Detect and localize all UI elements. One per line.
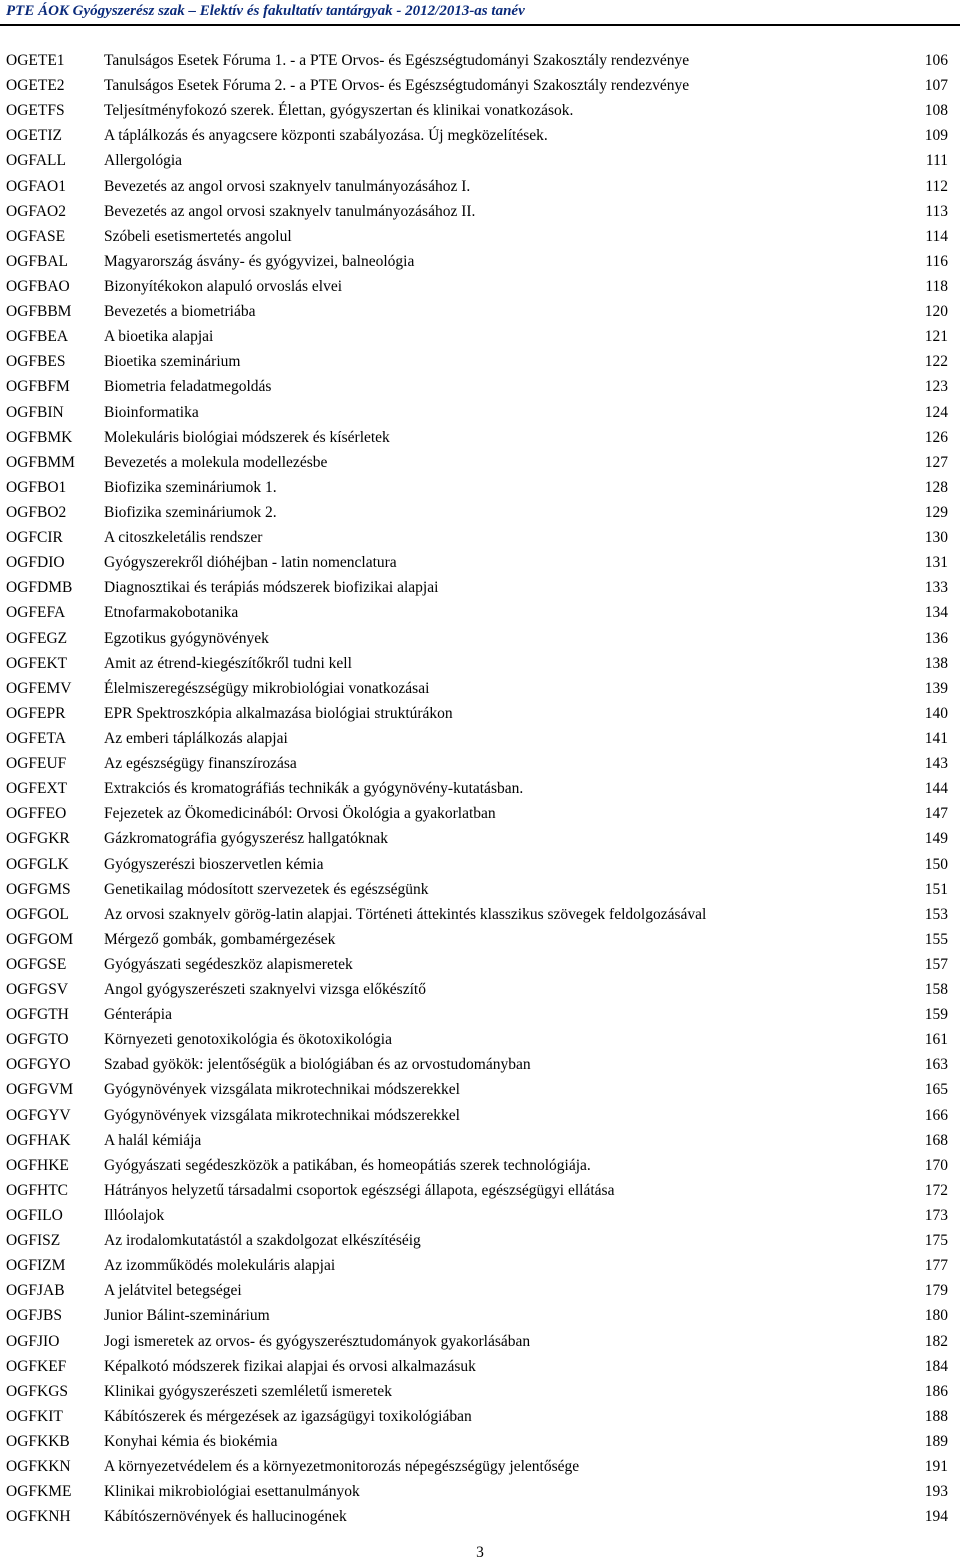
toc-entry[interactable] (0, 1429, 960, 1454)
course-code: OGFIZM (6, 1257, 66, 1275)
course-code: OGFGYV (6, 1106, 71, 1124)
page-ref: 184 (924, 1357, 948, 1375)
course-title: A környezetvédelem és a környezetmonitorozás népegészségügy jelentősége (104, 1458, 580, 1476)
toc-entry[interactable] (0, 1303, 960, 1328)
page-ref: 112 (925, 177, 948, 195)
course-code: OGFKGS (6, 1382, 69, 1400)
toc-entry[interactable] (0, 1178, 960, 1203)
page-ref: 189 (924, 1433, 948, 1451)
course-code: OGFEUF (6, 755, 67, 773)
course-title: Genetikailag módosított szervezetek és egészségünk (104, 880, 429, 898)
course-code: OGFBAL (6, 252, 69, 270)
course-title: Az irodalomkutatástól a szakdolgozat elkészítéséig (104, 1232, 421, 1250)
page-ref: 138 (924, 654, 948, 672)
page-ref: 122 (924, 353, 948, 371)
toc-entry[interactable] (0, 450, 960, 475)
toc-entry[interactable] (0, 123, 960, 148)
toc-entry[interactable] (0, 977, 960, 1002)
course-title: Amit az étrend-kiegészítőkről tudni kell (104, 654, 352, 672)
course-title: Gyógyászati segédeszköz alapismeretek (104, 955, 353, 973)
course-code: OGFILO (6, 1207, 63, 1225)
course-code: OGFKME (6, 1483, 72, 1501)
toc-entry[interactable] (0, 274, 960, 299)
course-title: Biofizika szemináriumok 2. (104, 503, 277, 521)
course-title: Bioinformatika (104, 403, 199, 421)
page-ref: 175 (924, 1232, 948, 1250)
toc-entry[interactable] (0, 1128, 960, 1153)
toc-entry[interactable] (0, 48, 960, 73)
page-ref: 151 (924, 880, 948, 898)
page-ref: 121 (924, 328, 948, 346)
page-ref: 155 (924, 930, 948, 948)
page-ref: 116 (925, 252, 948, 270)
course-title: Bevezetés a molekula modellezésbe (104, 453, 328, 471)
course-title: Gyógynövények vizsgálata mikrotechnikai módszerekkel (104, 1106, 460, 1124)
page-ref: 131 (924, 554, 948, 572)
page-ref: 118 (925, 277, 948, 295)
toc-entry[interactable] (0, 174, 960, 199)
course-code: OGETFS (6, 102, 65, 120)
toc-entry[interactable] (0, 1203, 960, 1228)
course-code: OGFAO2 (6, 202, 66, 220)
course-title: Gyógyszerekről dióhéjban - latin nomenclatura (104, 554, 397, 572)
page-ref: 133 (924, 579, 948, 597)
page-ref: 163 (924, 1056, 948, 1074)
toc-entry[interactable] (0, 475, 960, 500)
course-code: OGFJBS (6, 1307, 62, 1325)
course-code: OGFAO1 (6, 177, 66, 195)
page-ref: 170 (924, 1156, 948, 1174)
course-code: OGFKKN (6, 1458, 71, 1476)
toc-entry[interactable] (0, 1479, 960, 1504)
page-ref: 111 (925, 152, 948, 170)
page-ref: 180 (924, 1307, 948, 1325)
course-code: OGFBIN (6, 403, 64, 421)
course-title: Élelmiszeregészségügy mikrobiológiai vonatkozásai (104, 679, 430, 697)
toc-entry[interactable] (0, 902, 960, 927)
toc-entry[interactable] (0, 550, 960, 575)
course-title: Kábítószernövények és hallucinogének (104, 1508, 347, 1526)
course-title: Egzotikus gyógynövények (104, 629, 269, 647)
page-ref: 124 (924, 403, 948, 421)
course-title: Tanulságos Esetek Fóruma 1. - a PTE Orvos- és Egészségtudományi Szakosztály rendezvénye (104, 52, 690, 69)
course-title: Teljesítményfokozó szerek. Élettan, gyógyszertan és klinikai vonatkozások. (104, 102, 574, 120)
toc-entry[interactable] (0, 1002, 960, 1027)
page-ref: 157 (924, 955, 948, 973)
toc-entry[interactable] (0, 73, 960, 98)
course-code: OGETE1 (6, 52, 65, 69)
course-code: OGFBMK (6, 428, 73, 446)
toc-entry[interactable] (0, 1404, 960, 1429)
course-code: OGFBBM (6, 303, 72, 321)
course-code: OGETIZ (6, 127, 62, 145)
course-title: Etnofarmakobotanika (104, 604, 239, 622)
toc-entry[interactable] (0, 952, 960, 977)
page-ref: 159 (924, 1006, 948, 1024)
toc-entry[interactable] (0, 1379, 960, 1404)
course-title: Bizonyítékokon alapuló orvoslás elvei (104, 277, 343, 295)
page-ref: 114 (925, 227, 948, 245)
course-title: Az egészségügy finanszírozása (104, 755, 297, 773)
toc-entry[interactable] (0, 324, 960, 349)
course-code: OGFEKT (6, 654, 68, 672)
course-title: A halál kémiája (104, 1131, 202, 1149)
course-code: OGFEGZ (6, 629, 68, 647)
course-title: Szabad gyökök: jelentőségük a biológiában és az orvostudományban (104, 1056, 531, 1074)
toc-entry[interactable] (0, 801, 960, 826)
page-ref: 172 (924, 1181, 948, 1199)
course-code: OGFBFM (6, 378, 70, 396)
course-code: OGFHAK (6, 1131, 71, 1149)
course-title: Jogi ismeretek az orvos- és gyógyszerésztudományok gyakorlásában (104, 1332, 531, 1350)
course-title: Képalkotó módszerek fizikai alapjai és orvosi alkalmazásuk (104, 1357, 476, 1375)
course-code: OGFGLK (6, 855, 69, 873)
course-title: Mérgező gombák, gombamérgezések (104, 930, 336, 948)
toc-entry[interactable] (0, 1329, 960, 1354)
course-code: OGFBES (6, 353, 66, 371)
course-code: OGFBO2 (6, 503, 67, 521)
course-code: OGFDMB (6, 579, 73, 597)
page-ref: 166 (924, 1106, 948, 1124)
course-code: OGFBAO (6, 277, 70, 295)
course-code: OGFEXT (6, 780, 68, 798)
toc-entry[interactable] (0, 600, 960, 625)
page-ref: 120 (924, 303, 948, 321)
course-title: A táplálkozás és anyagcsere központi szabályozása. Új megközelítések. (104, 127, 548, 145)
course-title: Az orvosi szaknyelv görög-latin alapjai. Történeti áttekintés klasszikus szövegek feldolgozásával (104, 905, 707, 923)
course-code: OGFHKE (6, 1156, 69, 1174)
page-ref: 168 (924, 1131, 948, 1149)
toc-entry[interactable] (0, 525, 960, 550)
toc-entry[interactable] (0, 776, 960, 801)
course-code: OGFEFA (6, 604, 66, 622)
course-code: OGFALL (6, 152, 66, 170)
toc-entry[interactable] (0, 1354, 960, 1379)
toc-entry[interactable] (0, 927, 960, 952)
course-title: Bioetika szeminárium (104, 353, 241, 371)
course-code: OGFKNH (6, 1508, 71, 1526)
toc-entry[interactable] (0, 299, 960, 324)
course-title: Bevezetés az angol orvosi szaknyelv tanulmányozásához II. (104, 202, 476, 220)
course-title: Bevezetés a biometriába (104, 303, 256, 321)
page-ref: 127 (924, 453, 948, 471)
toc-entry[interactable] (0, 1153, 960, 1178)
toc-entry[interactable] (0, 575, 960, 600)
page-ref: 143 (924, 755, 948, 773)
course-title: Allergológia (104, 152, 183, 170)
course-code: OGFBO1 (6, 478, 67, 496)
page-ref: 129 (924, 503, 948, 521)
course-title: Bevezetés az angol orvosi szaknyelv tanulmányozásához I. (104, 177, 471, 195)
toc-entry[interactable] (0, 1253, 960, 1278)
course-title: Extrakciós és kromatográfiás technikák a gyógynövény-kutatásban. (104, 780, 524, 798)
header-divider (0, 24, 960, 26)
page-ref: 141 (924, 729, 948, 747)
page-ref: 126 (924, 428, 948, 446)
page-ref: 140 (924, 704, 948, 722)
course-code: OGFISZ (6, 1232, 61, 1250)
course-title: A jelátvitel betegségei (104, 1282, 242, 1300)
toc-entry[interactable] (0, 224, 960, 249)
course-title: Gyógyszerészi bioszervetlen kémia (104, 855, 324, 873)
page-ref: 106 (924, 52, 948, 69)
course-code: OGFGKR (6, 830, 70, 848)
toc-entry[interactable] (0, 1103, 960, 1128)
toc-entry[interactable] (0, 852, 960, 877)
course-title: Gyógyászati segédeszközök a patikában, és homeopátiás szerek technológiája. (104, 1156, 591, 1174)
course-code: OGETE2 (6, 77, 65, 95)
course-title: Gázkromatográfia gyógyszerész hallgatóknak (104, 830, 389, 848)
page-ref: 158 (924, 981, 948, 999)
toc-entry[interactable] (0, 1454, 960, 1479)
course-title: Angol gyógyszerészeti szaknyelvi vizsga előkészítő (104, 981, 426, 999)
course-title: Biometria feladatmegoldás (104, 378, 272, 396)
toc-entry[interactable] (0, 400, 960, 425)
page-ref: 153 (924, 905, 948, 923)
course-code: OGFGSE (6, 955, 67, 973)
course-title: Klinikai gyógyszerészeti szemléletű ismeretek (104, 1382, 392, 1400)
page-ref: 173 (924, 1207, 948, 1225)
course-title: Diagnosztikai és terápiás módszerek biofizikai alapjai (104, 579, 439, 597)
toc-entry[interactable] (0, 877, 960, 902)
page-ref: 186 (924, 1382, 948, 1400)
course-title: Gyógynövények vizsgálata mikrotechnikai módszerekkel (104, 1081, 460, 1099)
toc-entry[interactable] (0, 349, 960, 374)
course-title: Szóbeli esetismertetés angolul (104, 227, 292, 245)
toc-entry[interactable] (0, 826, 960, 851)
course-code: OGFDIO (6, 554, 65, 572)
course-code: OGFGTO (6, 1031, 69, 1049)
course-code: OGFCIR (6, 529, 63, 547)
course-code: OGFJAB (6, 1282, 65, 1300)
toc-entry[interactable] (0, 1504, 960, 1529)
page-ref: 123 (924, 378, 948, 396)
page-header: PTE ÁOK Gyógyszerész szak – Elektív és fakultatív tantárgyak - 2012/2013-as tanév (6, 3, 525, 19)
course-code: OGFBMM (6, 453, 75, 471)
course-code: OGFKEF (6, 1357, 67, 1375)
course-title: Molekuláris biológiai módszerek és kísérletek (104, 428, 390, 446)
page-ref: 149 (924, 830, 948, 848)
page-ref: 134 (924, 604, 948, 622)
page-ref: 194 (924, 1508, 948, 1526)
course-title: Magyarország ásvány- és gyógyvizei, balneológia (104, 252, 415, 270)
toc-entry[interactable] (0, 1052, 960, 1077)
toc-entry[interactable] (0, 676, 960, 701)
toc-entry[interactable] (0, 500, 960, 525)
page-ref: 165 (924, 1081, 948, 1099)
course-code: OGFHTC (6, 1181, 69, 1199)
course-title: EPR Spektroszkópia alkalmazása biológiai struktúrákon (104, 704, 453, 722)
toc-entry[interactable] (0, 701, 960, 726)
course-code: OGFGYO (6, 1056, 71, 1074)
toc-entry[interactable] (0, 726, 960, 751)
course-title: A bioetika alapjai (104, 328, 214, 346)
page-ref: 177 (924, 1257, 948, 1275)
toc-entry[interactable] (0, 249, 960, 274)
page-ref: 136 (924, 629, 948, 647)
course-title: Az emberi táplálkozás alapjai (104, 729, 288, 747)
course-title: Tanulságos Esetek Fóruma 2. - a PTE Orvos- és Egészségtudományi Szakosztály rendezvénye (104, 77, 690, 95)
course-code: OGFKKB (6, 1433, 70, 1451)
toc-entry[interactable] (0, 1077, 960, 1102)
page-ref: 107 (924, 77, 948, 95)
course-code: OGFASE (6, 227, 66, 245)
page-ref: 109 (924, 127, 948, 145)
course-code: OGFGVM (6, 1081, 74, 1099)
course-code: OGFJIO (6, 1332, 60, 1350)
course-code: OGFBEA (6, 328, 69, 346)
page-ref: 179 (924, 1282, 948, 1300)
toc-entry[interactable] (0, 148, 960, 173)
table-of-contents (0, 48, 960, 1529)
course-code: OGFKIT (6, 1407, 63, 1425)
toc-entry[interactable] (0, 626, 960, 651)
course-code: OGFGOL (6, 905, 69, 923)
page-ref: 144 (924, 780, 948, 798)
course-title: Konyhai kémia és biokémia (104, 1433, 278, 1451)
toc-entry[interactable] (0, 425, 960, 450)
page-ref: 139 (924, 679, 948, 697)
course-title: Génterápia (104, 1006, 172, 1024)
course-title: Illóolajok (104, 1207, 165, 1225)
page-ref: 108 (924, 102, 948, 120)
course-title: Klinikai mikrobiológiai esettanulmányok (104, 1483, 360, 1501)
page-ref: 147 (924, 805, 948, 823)
course-code: OGFGOM (6, 930, 74, 948)
course-title: Környezeti genotoxikológia és ökotoxikológia (104, 1031, 392, 1049)
toc-entry[interactable] (0, 651, 960, 676)
course-title: Kábítószerek és mérgezések az igazságügyi toxikológiában (104, 1407, 472, 1425)
toc-entry[interactable] (0, 199, 960, 224)
course-code: OGFGSV (6, 981, 69, 999)
toc-entry[interactable] (0, 374, 960, 399)
toc-entry[interactable] (0, 751, 960, 776)
page-ref: 193 (924, 1483, 948, 1501)
page-ref: 128 (924, 478, 948, 496)
page-ref: 191 (924, 1458, 948, 1476)
toc-entry[interactable] (0, 1027, 960, 1052)
toc-entry[interactable] (0, 1228, 960, 1253)
course-code: OGFGMS (6, 880, 71, 898)
course-title: Biofizika szemináriumok 1. (104, 478, 277, 496)
page-ref: 130 (924, 529, 948, 547)
course-code: OGFEMV (6, 679, 72, 697)
course-title: Az izomműködés molekuláris alapjai (104, 1257, 336, 1275)
toc-entry[interactable] (0, 1278, 960, 1303)
page-ref: 182 (924, 1332, 948, 1350)
page-ref: 188 (924, 1407, 948, 1425)
page-number: 3 (476, 1544, 484, 1561)
course-title: A citoszkeletális rendszer (104, 529, 263, 547)
course-title: Fejezetek az Ökomedicinából: Orvosi Ökológia a gyakorlatban (104, 805, 496, 823)
course-code: OGFETA (6, 729, 66, 747)
course-code: OGFGTH (6, 1006, 69, 1024)
course-code: OGFFEO (6, 805, 67, 823)
page-ref: 161 (924, 1031, 948, 1049)
course-title: Junior Bálint-szeminárium (104, 1307, 270, 1325)
toc-entry[interactable] (0, 98, 960, 123)
course-title: Hátrányos helyzetű társadalmi csoportok egészségi állapota, egészségügyi ellátása (104, 1181, 615, 1199)
page-ref: 113 (925, 202, 948, 220)
course-code: OGFEPR (6, 704, 66, 722)
page-ref: 150 (924, 855, 948, 873)
